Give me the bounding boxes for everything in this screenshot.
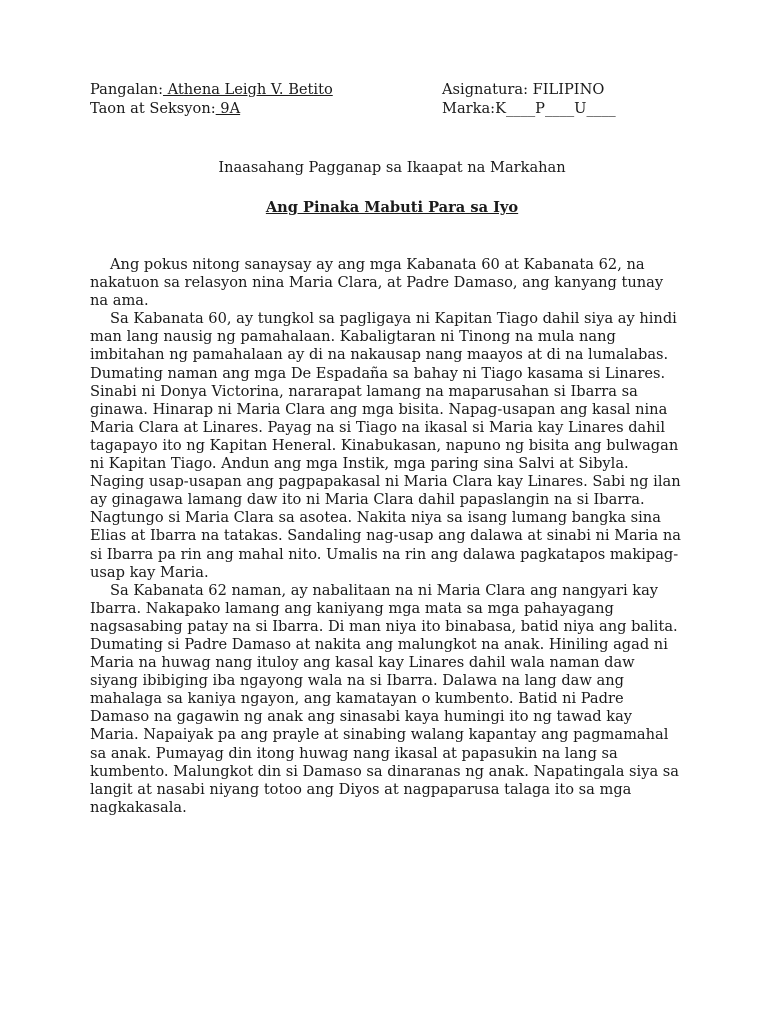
essay-line: ginawa. Hinarap ni Maria Clara ang mga bisita. Napag-usapan ang kasal nina <box>90 400 668 418</box>
essay-line: Maria na huwag nang ituloy ang kasal kay Linares dahil wala naman daw <box>90 654 635 672</box>
essay-line: nakatuon sa relasyon nina Maria Clara, at Padre Damaso, ang kanyang tunay <box>90 274 664 292</box>
essay-line: mahalaga sa kaniya ngayon, ang kamatayan o kumbento. Batid ni Padre <box>90 690 624 708</box>
essay-line: Sa Kabanata 62 naman, ay nabalitaan na ni Maria Clara ang nangyari kay <box>110 581 659 599</box>
essay-line: Ang pokus nitong sanaysay ay ang mga Kabanata 60 at Kabanata 62, na <box>110 256 645 273</box>
subject-field <box>442 80 604 99</box>
essay-line: man lang nausig ng pamahalaan. Kabaligtaran ni Tinong na mula nang <box>90 328 616 346</box>
essay-line: langit at nasabi niyang totoo ang Diyos at nagpaparusa talaga ito sa mga <box>90 780 632 798</box>
essay-line: ay ginagawa lamang daw ito ni Maria Clara dahil papaslangin na si Ibarra. <box>90 491 645 509</box>
grade-field: Marka:K____P____U____ <box>442 100 616 117</box>
document-title: Ang Pinaka Mabuti Para sa Iyo <box>265 199 519 216</box>
header-row-2 <box>90 99 690 118</box>
essay-line: Damaso na gagawin ng anak ang sinasabi kaya humingi ito ng tawad kay <box>90 708 633 726</box>
year-section-field <box>90 99 240 118</box>
subject-value: FILIPINO <box>528 81 605 98</box>
essay-line: nagsasabing patay na si Ibarra. Di man niya ito binabasa, batid niya ang balita. <box>90 617 678 635</box>
year-section-value: 9A <box>215 100 241 117</box>
essay-line: tagapayo ito ng Kapitan Heneral. Kinabukasan, napuno ng bisita ang bulwagan <box>90 436 679 454</box>
name-field <box>90 80 333 99</box>
subject-label: Asignatura: <box>442 81 528 98</box>
document-subtitle: Inaasahang Pagganap sa Ikaapat na Markahan <box>218 159 566 176</box>
essay-line: si Ibarra pa rin ang mahal nito. Umalis na rin ang dalawa pagkatapos makipag- <box>90 545 679 563</box>
essay-line: Dumating si Padre Damaso at nakita ang malungkot na anak. Hiniling agad ni <box>90 635 668 653</box>
essay-line: Dumating naman ang mga De Espadaña sa bahay ni Tiago kasama si Linares. <box>90 364 666 382</box>
document-header <box>90 80 690 118</box>
essay-line: kumbento. Malungkot din si Damaso sa dinaranas ng anak. Napatingala siya sa <box>90 762 679 780</box>
essay-line: Maria Clara at Linares. Payag na si Tiago na ikasal si Maria kay Linares dahil <box>90 418 665 436</box>
essay-line: na ama. <box>90 292 149 310</box>
essay-body <box>90 256 690 817</box>
essay-line: siyang ibibiging iba ngayong wala na si Ibarra. Dalawa na lang daw ang <box>90 672 624 690</box>
essay-line: Sinabi ni Donya Victorina, nararapat lamang na maparusahan si Ibarra sa <box>90 382 638 400</box>
essay-line: ni Kapitan Tiago. Andun ang mga Instik, mga paring sina Salvi at Sibyla. <box>90 455 629 473</box>
name-label: Pangalan: <box>90 81 163 98</box>
essay-line: sa anak. Pumayag din itong huwag nang ikasal at papasukin na lang sa <box>90 744 618 762</box>
essay-line: Elias at Ibarra na tatakas. Sandaling nag-usap ang dalawa at sinabi ni Maria na <box>90 527 681 545</box>
name-value: Athena Leigh V. Betito <box>163 81 333 98</box>
header-row-1 <box>90 80 690 99</box>
essay-line: Naging usap-usapan ang pagpapakasal ni Maria Clara kay Linares. Sabi ng ilan <box>90 473 681 491</box>
essay-line: Nagtungo si Maria Clara sa asotea. Nakita niya sa isang lumang bangka sina <box>90 509 661 527</box>
essay-line: Sa Kabanata 60, ay tungkol sa pagligaya ni Kapitan Tiago dahil siya ay hindi <box>110 310 677 328</box>
essay-line: nagkakasala. <box>90 798 187 816</box>
essay-line: usap kay Maria. <box>90 563 209 581</box>
essay-line: imbitahan ng pamahalaan ay di na nakausap nang maayos at di na lumalabas. <box>90 346 669 364</box>
essay-line: Ibarra. Nakapako lamang ang kaniyang mga mata sa mga pahayagang <box>90 599 614 617</box>
essay-line: Maria. Napaiyak pa ang prayle at sinabing walang kapantay ang pagmamahal <box>90 726 669 744</box>
year-section-label: Taon at Seksyon: <box>90 100 216 117</box>
